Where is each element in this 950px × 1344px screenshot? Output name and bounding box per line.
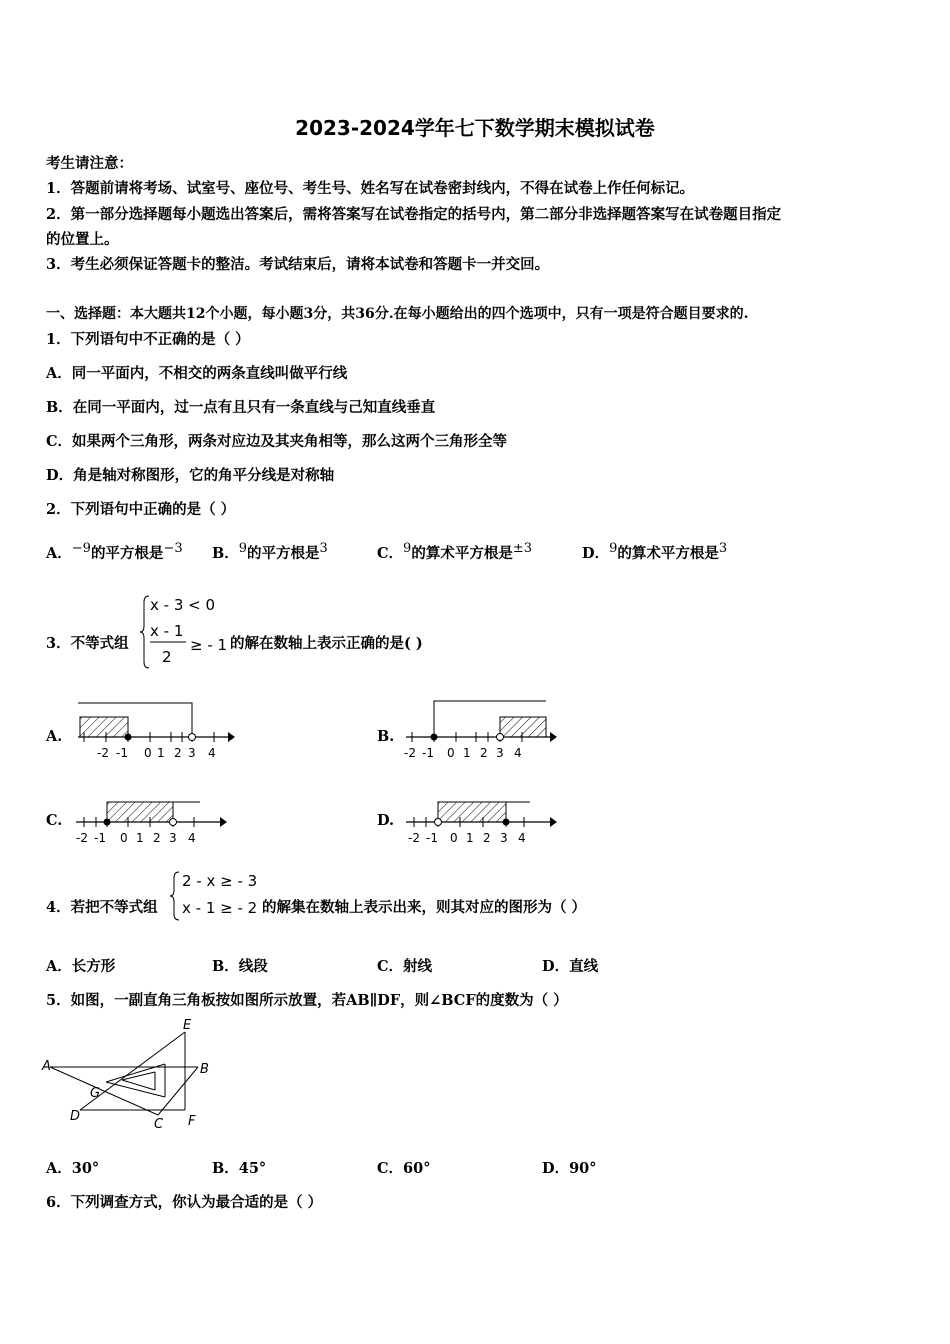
q5-option-b: B．45° [212, 1160, 267, 1177]
fig-label-g: G [90, 1086, 101, 1101]
axis-d-tick-1: 1 [466, 831, 474, 845]
axis-b-tick-m2: -2 [404, 746, 416, 760]
notice-heading: 考生请注意： [46, 155, 133, 172]
axis-b-tick-1: 1 [463, 746, 471, 760]
axis-a-tick-4: 4 [208, 746, 216, 760]
axis-c-tick-m1: -1 [94, 831, 106, 845]
q4-option-a: A．长方形 [46, 958, 116, 975]
axis-d-tick-m1: -1 [426, 831, 438, 845]
q2-option-a: A．−9的平方根是−3 [46, 541, 183, 562]
page-title: 2023-2024学年七下数学期末模拟试卷 [295, 116, 655, 140]
notice-item-3: 3．考生必须保证答题卡的整洁。考试结束后，请将本试卷和答题卡一并交回。 [46, 256, 550, 273]
q3-inequality-system [140, 592, 230, 672]
q6-stem: 6．下列调查方式，你认为最合适的是（ ） [46, 1194, 323, 1211]
axis-b-tick-3: 3 [496, 746, 504, 760]
q3-number-line-c [70, 782, 235, 847]
axis-b-tick-2: 2 [480, 746, 488, 760]
q5-triangle-figure [40, 1012, 225, 1137]
q4-option-d: D．直线 [542, 958, 599, 975]
axis-c-tick-4: 4 [188, 831, 196, 845]
fig-label-d: D [70, 1109, 81, 1124]
axis-c-tick-3: 3 [169, 831, 177, 845]
q4-option-b: B．线段 [212, 958, 268, 975]
q4-option-c: C．射线 [377, 958, 433, 975]
q1-option-d: D．角是轴对称图形，它的角平分线是对称轴 [46, 467, 335, 484]
fig-label-c: C [154, 1117, 164, 1132]
axis-a-tick-1: 1 [157, 746, 165, 760]
axis-c-tick-1: 1 [136, 831, 144, 845]
q3-number-line-d [400, 782, 565, 847]
q3-number-line-b [400, 695, 565, 765]
section-heading: 一、选择题：本大题共12个小题，每小题3分，共36分.在每小题给出的四个选项中，只有一项是符合题目要求的. [46, 306, 749, 322]
q3-number-line-a [70, 695, 235, 765]
q5-option-c: C．60° [377, 1160, 431, 1177]
axis-c-tick-0: 0 [120, 831, 128, 845]
axis-a-tick-2: 2 [174, 746, 182, 760]
q2-option-d: D．9的算术平方根是3 [582, 541, 728, 562]
notice-item-1: 1．答题前请将考场、试室号、座位号、考生号、姓名写在试卷密封线内，不得在试卷上作任何标记。 [46, 180, 695, 197]
fig-label-a: A [42, 1059, 51, 1074]
axis-a-tick-0: 0 [144, 746, 152, 760]
q3-sys-frac-den: 2 [162, 648, 172, 666]
axis-d-tick-m2: -2 [408, 831, 420, 845]
q5-option-a: A．30° [46, 1160, 100, 1177]
q4-prefix: 4．若把不等式组 [46, 899, 158, 916]
q4-inequality-system [170, 868, 270, 924]
axis-b-tick-4: 4 [514, 746, 522, 760]
axis-a-tick-m2: -2 [97, 746, 109, 760]
fig-label-e: E [183, 1018, 192, 1033]
axis-d-tick-4: 4 [518, 831, 526, 845]
q3-sys-frac-num: x - 1 [150, 622, 184, 640]
axis-c-tick-m2: -2 [76, 831, 88, 845]
q3-suffix: 的解在数轴上表示正确的是( ) [230, 635, 423, 652]
q5-option-d: D．90° [542, 1160, 597, 1177]
axis-b-tick-m1: -1 [422, 746, 434, 760]
q3-option-c-label: C. [46, 812, 63, 829]
q1-option-b: B．在同一平面内，过一点有且只有一条直线与己知直线垂直 [46, 399, 436, 416]
q1-option-c: C．如果两个三角形，两条对应边及其夹角相等，那么这两个三角形全等 [46, 433, 508, 450]
q4-suffix: 的解集在数轴上表示出来，则其对应的图形为（ ） [262, 899, 587, 916]
axis-d-tick-3: 3 [500, 831, 508, 845]
q2-option-b: B．9的平方根是3 [212, 541, 328, 562]
q5-stem: 5．如图，一副直角三角板按如图所示放置，若AB∥DF，则∠BCF的度数为（ ） [46, 992, 568, 1009]
axis-c-tick-2: 2 [153, 831, 161, 845]
axis-d-tick-0: 0 [450, 831, 458, 845]
notice-item-2-cont: 的位置上。 [46, 231, 119, 248]
axis-b-tick-0: 0 [447, 746, 455, 760]
q3-sys-line1: x - 3 < 0 [150, 596, 216, 614]
q2-option-c: C．9的算术平方根是±3 [377, 541, 532, 562]
q3-prefix: 3．不等式组 [46, 635, 129, 652]
axis-a-tick-m1: -1 [116, 746, 128, 760]
q4-sys-line2: x - 1 ≥ - 2 [182, 899, 258, 917]
q3-option-d-label: D. [377, 812, 395, 829]
fig-label-f: F [188, 1114, 196, 1129]
q1-option-a: A．同一平面内，不相交的两条直线叫做平行线 [46, 365, 348, 382]
q1-stem: 1．下列语句中不正确的是（ ） [46, 331, 250, 348]
fig-label-b: B [200, 1062, 209, 1077]
axis-d-tick-2: 2 [483, 831, 491, 845]
notice-item-2: 2．第一部分选择题每小题选出答案后，需将答案写在试卷指定的括号内，第二部分非选择题答案写在试卷题目指定 [46, 206, 782, 223]
q4-sys-line1: 2 - x ≥ - 3 [182, 872, 258, 890]
q3-option-a-label: A. [46, 728, 63, 745]
q3-option-b-label: B. [377, 728, 395, 745]
axis-a-tick-3: 3 [188, 746, 196, 760]
q2-stem: 2．下列语句中正确的是（ ） [46, 501, 236, 518]
q3-sys-frac-rest: ≥ - 1 [190, 636, 228, 654]
